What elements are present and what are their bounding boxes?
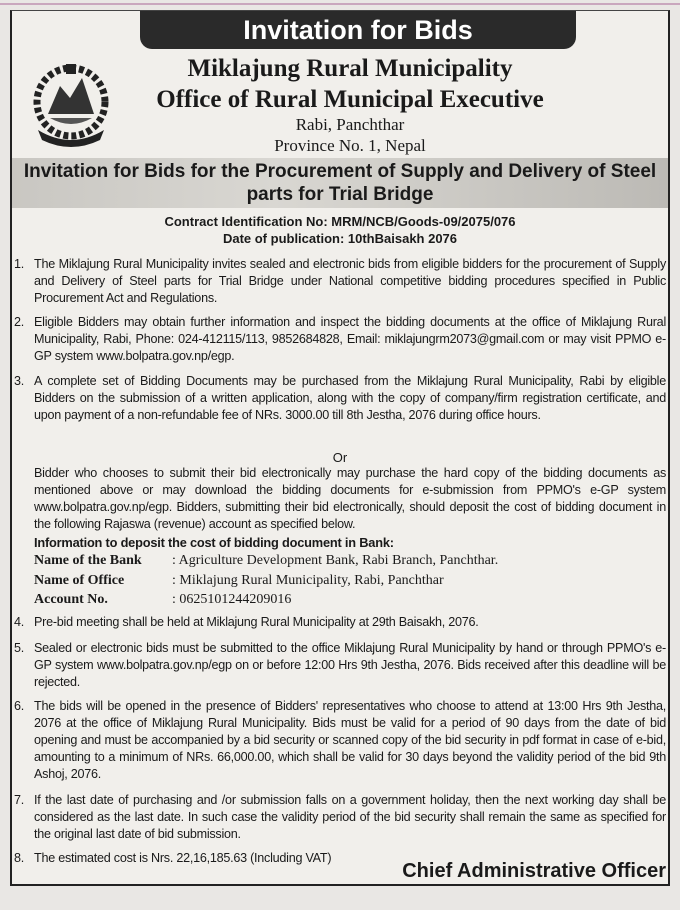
item-number: 7. xyxy=(14,793,25,807)
list-item xyxy=(14,850,414,867)
list-item xyxy=(14,373,666,424)
item-number: 4. xyxy=(14,615,25,629)
list-item xyxy=(14,698,666,783)
item-text: Sealed or electronic bids must be submitted to the office Miklajung Rural Municipality by hand or through PPMO's e-GP system www.bolpatra.gov.np/egp on or before 12:00 Hrs 9th Jestha, 2076. Bids received after this deadline will be rejected. xyxy=(34,641,666,689)
list-item xyxy=(14,614,666,631)
list-item xyxy=(14,640,666,691)
item-text: The bids will be opened in the presence of Bidders' representatives who choose to attend at 13:00 Hrs 9th Jestha, 2076 at the office of Miklajung Rural Municipality. Bids must be valid for a period of 90 days from the date of bid opening and must be accompanied by a bid security or scanned copy of the bid security in pdf format in case of e-bid, amounting to a minimum of NRs. 66,000.00, which shall be valid for 30 days beyond the validity period of the bid 9th Ashoj, 2076. xyxy=(34,699,666,781)
bank-label: Name of the Bank xyxy=(34,553,142,568)
org-address: Rabi, Panchthar xyxy=(295,115,405,134)
list-item xyxy=(14,256,666,307)
item-text: The estimated cost is Nrs. 22,16,185.63 (Including VAT) xyxy=(34,851,332,865)
office-name: Office of Rural Municipal Executive xyxy=(156,86,544,113)
electronic-bid-paragraph xyxy=(14,465,666,533)
item-text: A complete set of Bidding Documents may be purchased from the Miklajung Rural Municipality, Rabi by eligible Bidders on the submission of a written application, along with the copy of company/firm registration certificate, and upon payment of a non-refundable fee of NRs. 3000.00 till 8th Jestha, 2076 during office hours. xyxy=(34,374,666,422)
item-number: 2. xyxy=(14,315,25,329)
bank-row xyxy=(34,553,498,569)
bank-value: : Agriculture Development Bank, Rabi Branch, Panchthar. xyxy=(172,553,499,568)
nepal-government-emblem-icon xyxy=(30,58,112,148)
item-text: If the last date of purchasing and /or submission falls on a government holiday, then the next working day shall be considered as the last date. In such case the validity period of the bid security shall remain the same as specified for the original last date of bid submission. xyxy=(34,793,666,841)
bank-row xyxy=(34,592,291,608)
bank-value: : Miklajung Rural Municipality, Rabi, Panchthar xyxy=(172,573,444,588)
bank-label: Account No. xyxy=(34,592,108,607)
item-text: Eligible Bidders may obtain further information and inspect the bidding documents at the office of Miklajung Rural Municipality, Rabi, Phone: 024-412115/113, 9852684828, Email: miklajungrm2073@gmail.com or may visit PPMO e-GP system www.bolpatra.gov.np/egp. xyxy=(34,315,666,363)
item-text: Pre-bid meeting shall be held at Miklajung Rural Municipality at 29th Baisakh, 2076. xyxy=(34,615,479,629)
or-separator: Or xyxy=(332,450,348,465)
bank-row xyxy=(34,573,444,589)
page-edge-line xyxy=(0,3,680,5)
list-item xyxy=(14,314,666,365)
item-number: 6. xyxy=(14,699,25,713)
bank-info-heading: Information to deposit the cost of bidding document in Bank: xyxy=(34,535,394,550)
list-item xyxy=(14,792,666,843)
item-number: 5. xyxy=(14,641,25,655)
notice-subject: Invitation for Bids for the Procurement of Supply and Delivery of Steel parts for Trial Bridge xyxy=(23,161,657,205)
item-text: The Miklajung Rural Municipality invites sealed and electronic bids from eligible bidders for the procurement of Supply and Delivery of Steel parts for Trial Bridge under National competitive bidding procedures specified in Public Procurement Act and Regulations. xyxy=(34,257,666,305)
item-number: 8. xyxy=(14,851,25,865)
contract-id: Contract Identification No: MRM/NCB/Goods-09/2075/076 xyxy=(164,214,516,229)
bank-label: Name of Office xyxy=(34,573,125,588)
item-number: 1. xyxy=(14,257,25,271)
notice-banner: Invitation for Bids xyxy=(140,11,576,49)
publication-date: Date of publication: 10thBaisakh 2076 xyxy=(222,231,458,246)
paragraph-text: Bidder who chooses to submit their bid electronically may purchase the hard copy of the bidding documents as mentioned above or may download the bidding documents for e-submission from PPMO's e-GP system www.bolpatra.gov.np/egp. Bidders, submitting their bid electronically, should deposit the cost of bidding document in the following Rajaswa (revenue) account as specified below. xyxy=(34,466,666,531)
bank-value: : 0625101244209016 xyxy=(172,592,292,607)
item-number: 3. xyxy=(14,374,25,388)
signatory-title: Chief Administrative Officer xyxy=(402,860,666,882)
org-province: Province No. 1, Nepal xyxy=(274,136,426,155)
org-name: Miklajung Rural Municipality xyxy=(187,55,513,82)
